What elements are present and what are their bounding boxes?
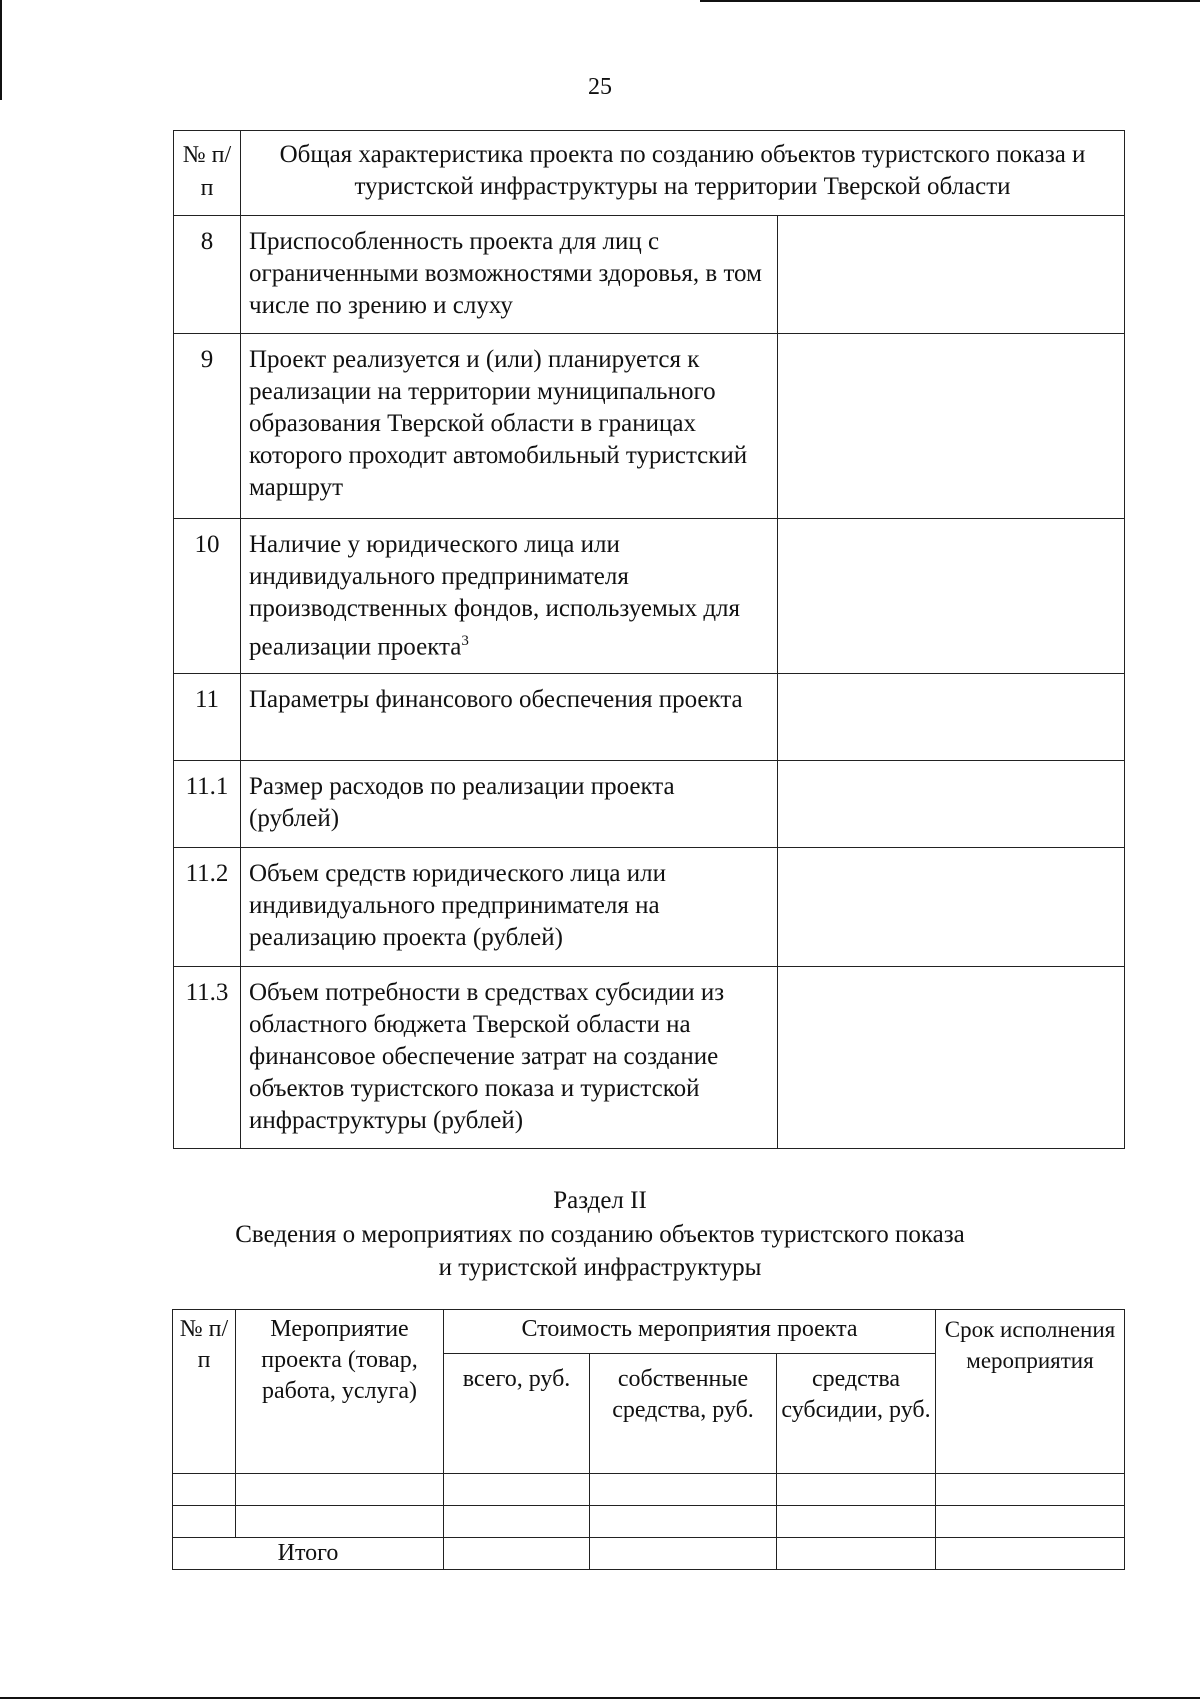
header-cost-group: Стоимость мероприятия проекта bbox=[444, 1310, 936, 1354]
header-subsidy-funds: средства субсидии, руб. bbox=[777, 1354, 936, 1474]
header-title: Общая характеристика проекта по созданию объектов туристского показа и туристской инфраструктуры на территории Тверской области bbox=[241, 131, 1125, 216]
table-header-row bbox=[173, 1310, 1125, 1354]
row-number: 11.1 bbox=[174, 761, 241, 848]
header-own-funds: собственные средства, руб. bbox=[590, 1354, 777, 1474]
table-cell[interactable] bbox=[936, 1474, 1125, 1506]
total-row bbox=[173, 1538, 1125, 1570]
footnote-mark: 3 bbox=[461, 633, 469, 649]
table-row bbox=[174, 519, 1125, 674]
table-row bbox=[174, 967, 1125, 1149]
row-description: Объем средств юридического лица или индивидуального предпринимателя на реализацию проекта (рублей) bbox=[241, 848, 778, 967]
total-cell[interactable] bbox=[444, 1538, 590, 1570]
row-description: Проект реализуется и (или) планируется к реализации на территории муниципального образования Тверской области в границах которого проходит автомобильный туристский маршрут bbox=[241, 334, 778, 519]
table-cell[interactable] bbox=[173, 1474, 236, 1506]
total-cell[interactable] bbox=[590, 1538, 777, 1570]
section-subtitle-line-1: Сведения о мероприятиях по созданию объектов туристского показа bbox=[235, 1221, 965, 1248]
header-deadline: Срок исполнения мероприятия bbox=[936, 1310, 1125, 1474]
section-subtitle-line-2: и туристской инфраструктуры bbox=[438, 1254, 762, 1281]
header-number: № п/п bbox=[173, 1310, 236, 1474]
table-cell[interactable] bbox=[444, 1506, 590, 1538]
row-number: 11.2 bbox=[174, 848, 241, 967]
page-number: 25 bbox=[588, 74, 612, 100]
row-number: 11.3 bbox=[174, 967, 241, 1149]
row-number: 11 bbox=[174, 674, 241, 761]
table-cell[interactable] bbox=[444, 1474, 590, 1506]
row-description: Размер расходов по реализации проекта (рублей) bbox=[241, 761, 778, 848]
section-title: Раздел II bbox=[553, 1187, 647, 1214]
header-event: Мероприятие проекта (товар, работа, услуга) bbox=[236, 1310, 444, 1474]
header-number: № п/п bbox=[174, 131, 241, 216]
row-description bbox=[241, 519, 778, 674]
row-description: Приспособленность проекта для лиц с ограниченными возможностями здоровья, в том числе по зрению и слуху bbox=[241, 216, 778, 334]
table-row bbox=[174, 216, 1125, 334]
row-value-cell[interactable] bbox=[778, 761, 1125, 848]
table-cell[interactable] bbox=[236, 1474, 444, 1506]
scan-edge-top bbox=[700, 0, 1200, 2]
row-number: 10 bbox=[174, 519, 241, 674]
table-cell[interactable] bbox=[590, 1506, 777, 1538]
table-cell[interactable] bbox=[777, 1474, 936, 1506]
table-cell[interactable] bbox=[590, 1474, 777, 1506]
total-cell[interactable] bbox=[936, 1538, 1125, 1570]
scan-edge-bottom bbox=[0, 1697, 1200, 1699]
row-description: Параметры финансового обеспечения проекта bbox=[241, 674, 778, 761]
row-value-cell[interactable] bbox=[778, 334, 1125, 519]
row-value-cell[interactable] bbox=[778, 848, 1125, 967]
table-row bbox=[174, 761, 1125, 848]
table-row bbox=[173, 1506, 1125, 1538]
table-row bbox=[173, 1474, 1125, 1506]
row-description-text: Наличие у юридического лица или индивидуального предпринимателя производственных фондов, используемых для реализации проекта bbox=[249, 531, 741, 661]
table-cell[interactable] bbox=[777, 1506, 936, 1538]
row-description: Объем потребности в средствах субсидии из областного бюджета Тверской области на финансовое обеспечение затрат на создание объектов туристского показа и туристской инфраструктуры (рублей) bbox=[241, 967, 778, 1149]
row-value-cell[interactable] bbox=[778, 967, 1125, 1149]
row-number: 9 bbox=[174, 334, 241, 519]
project-characteristics-table bbox=[173, 130, 1125, 1149]
total-label: Итого bbox=[173, 1538, 444, 1570]
total-cell[interactable] bbox=[777, 1538, 936, 1570]
row-value-cell[interactable] bbox=[778, 519, 1125, 674]
row-value-cell[interactable] bbox=[778, 674, 1125, 761]
table-row bbox=[174, 848, 1125, 967]
events-table bbox=[172, 1309, 1125, 1570]
row-value-cell[interactable] bbox=[778, 216, 1125, 334]
table-row bbox=[174, 674, 1125, 761]
table-cell[interactable] bbox=[236, 1506, 444, 1538]
table-cell[interactable] bbox=[173, 1506, 236, 1538]
row-number: 8 bbox=[174, 216, 241, 334]
header-total-cost: всего, руб. bbox=[444, 1354, 590, 1474]
table-cell[interactable] bbox=[936, 1506, 1125, 1538]
table-row bbox=[174, 334, 1125, 519]
table-header-row bbox=[174, 131, 1125, 216]
